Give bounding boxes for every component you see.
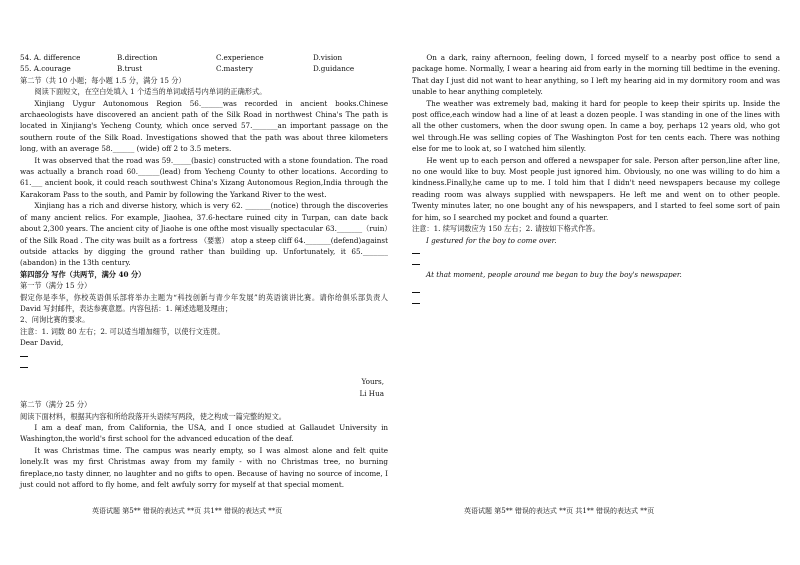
cloze-paragraph-1: Xinjiang Uygur Autonomous Region 56.______was recorded in ancient books.Chinese archaeologists have discovered an ancient path of the Silk Road in northwest China's The path is located in Xinjiang's Yecheng County, which once served 57._______an important passage on the southern route of the Silk Road. Investigations showed that the path was about three kilometers long, with an average 58.______ (wide) off 2 to 3.5 meters.: [20, 98, 388, 154]
continuation-opening-2: At that moment, people around me began to buy the boy's newspaper.: [426, 269, 682, 279]
story-paragraph-5: He went up to each person and offered a newspaper for sale. Person after person,line after line, no one would like to buy. Most people just ignored him. Obviously, no one was willing to do him a kindness.Finally,he came up to me. I told him that I didn't need newspapers because my college reading room was always supplied with newspapers. He left me and went on to other people. Twenty minutes later, no one bought any of his newspapers, and I started to feel some sort of pain for him, so I searched my pocket and found a quarter.: [412, 155, 780, 222]
left-column: [20, 52, 388, 490]
option-54-b: B.direction: [117, 53, 158, 62]
story-paragraph-1: I am a deaf man, from California, the USA, and I once studied at Gallaudet University in Washington,the world's first school for the advanced education of the deaf.: [20, 422, 388, 444]
option-55-a: 55. A.courage: [20, 64, 71, 74]
cloze-paragraph-3: Xinjiang has a rich and diverse history, which is very 62. _______(notice) through the discoveries of many ancient relics. For example, Jiaohea, 37.6-hectare ruined city in Turpan, can date back about 2,300 years. The ancient city of Jiaohe is one ofthe most visually spectacular 63._______（ruin）of the Silk Road . The city was built as a fortress （要塞） atop a steep cliff 64._______(defend)against outside attacks by digging the ground rather than building up. Unfortunately, it 65._______ (abandon) in the 13th century.: [20, 201, 388, 268]
writing-section1-prompt: 假定你是李华，你校英语俱乐部将举办主题为“科技创新与青少年发展”的英语演讲比赛。请你给俱乐部负责人 David 写封邮件，表达参赛意愿。内容包括：1. 阐述选题及理由；: [20, 292, 388, 313]
continuation-opening-1: I gestured for the boy to come over.: [426, 235, 557, 245]
option-54-a: 54. A. difference: [20, 53, 81, 62]
letter-signature: Li Hua: [359, 388, 384, 398]
letter-closing: Yours,: [361, 377, 384, 387]
option-54-c: C.experience: [216, 53, 264, 62]
cloze-paragraph-2: It was observed that the road was 59._____(basic) constructed with a stone foundation. The road was actually a branch road 60.______(lead) from Yecheng County to other locations. According to 61.___ ancient book, it could reach southwest China's Xizang Autonomous Region,India through the Karakoram Pass to the south, and Pamir by following the Yarkand River to the west.: [20, 155, 388, 199]
story-paragraph-4: The weather was extremely bad, making it hard for people to keep their spirits up. Inside the post office,each window had a line of at least a dozen people. I was standing in one of the lines with all the other customers, when the door swung open. In came a boy, perhaps 12 years old, who got wel through.He was selling copies of The Washington Post for ten cents each. There was nothing else for me to look at, so I watched him silently.: [412, 98, 780, 154]
answer-line: [20, 360, 388, 371]
option-row-54: [20, 52, 388, 63]
story-paragraph-3: On a dark, rainy afternoon, feeling down, I forced myself to a nearby post office to send a package home. Normally, I wear a hearing aid from early in the morning till bedtime in the evening. That day I just did not want to hear anything, so I left my hearing aid in my dormitory room and was unable to hear anything completely.: [412, 53, 780, 97]
page-footer-right: 英语试题 第5** 错误的表达式 **页 共1** 错误的表达式 **页: [464, 507, 655, 515]
option-55-b: B.trust: [117, 64, 143, 74]
option-55-d: D.guidance: [313, 64, 355, 74]
page-footer-left: 英语试题 第5** 错误的表达式 **页 共1** 错误的表达式 **页: [92, 507, 283, 515]
continuation-note: 注意：1. 续写词数应为 150 左右；2. 请按如下格式作答。: [412, 224, 600, 234]
answer-line: [412, 296, 780, 307]
writing-section1-item2: 2、问询比赛的要求。: [20, 315, 90, 325]
section2-instruction: 阅读下面短文，在空白处填入 1 个适当的单词或括号内单词的正确形式。: [34, 87, 267, 97]
writing-section2-heading: 第二节（满分 25 分）: [20, 400, 92, 410]
writing-section1-note: 注意：1. 词数 80 左右；2. 可以适当增加细节，以使行文连贯。: [20, 326, 225, 336]
letter-greeting: Dear David,: [20, 338, 64, 348]
option-54-d: D.vision: [313, 53, 343, 62]
right-column: [412, 52, 780, 308]
option-55-c: C.mastery: [216, 64, 253, 74]
answer-line: [412, 257, 780, 268]
option-row-55: [20, 63, 388, 74]
answer-line: [412, 246, 780, 257]
writing-section1-heading: 第一节（满分 15 分）: [20, 281, 92, 291]
part4-heading: 第四部分 写作（共两节，满分 40 分）: [20, 269, 146, 279]
writing-section2-instruction: 阅读下面材料，根据其内容和所给段落开头语续写两段，使之构成一篇完整的短文。: [20, 411, 286, 421]
answer-line: [20, 349, 388, 360]
story-paragraph-2: It was Christmas time. The campus was nearly empty, so I was almost alone and felt quite lonely.It was my first Christmas away from my family - with no Christmas tree, no burning fireplace,no tasty dinner, no laughter and no gifts to open. Because of having no source of income, I just could not afford to fly home, and felt awfuly sorry for myself at that special moment.: [20, 445, 388, 489]
answer-line: [412, 285, 780, 296]
section2-heading: 第二节（共 10 小题；每小题 1.5 分，满分 15 分）: [20, 75, 186, 85]
